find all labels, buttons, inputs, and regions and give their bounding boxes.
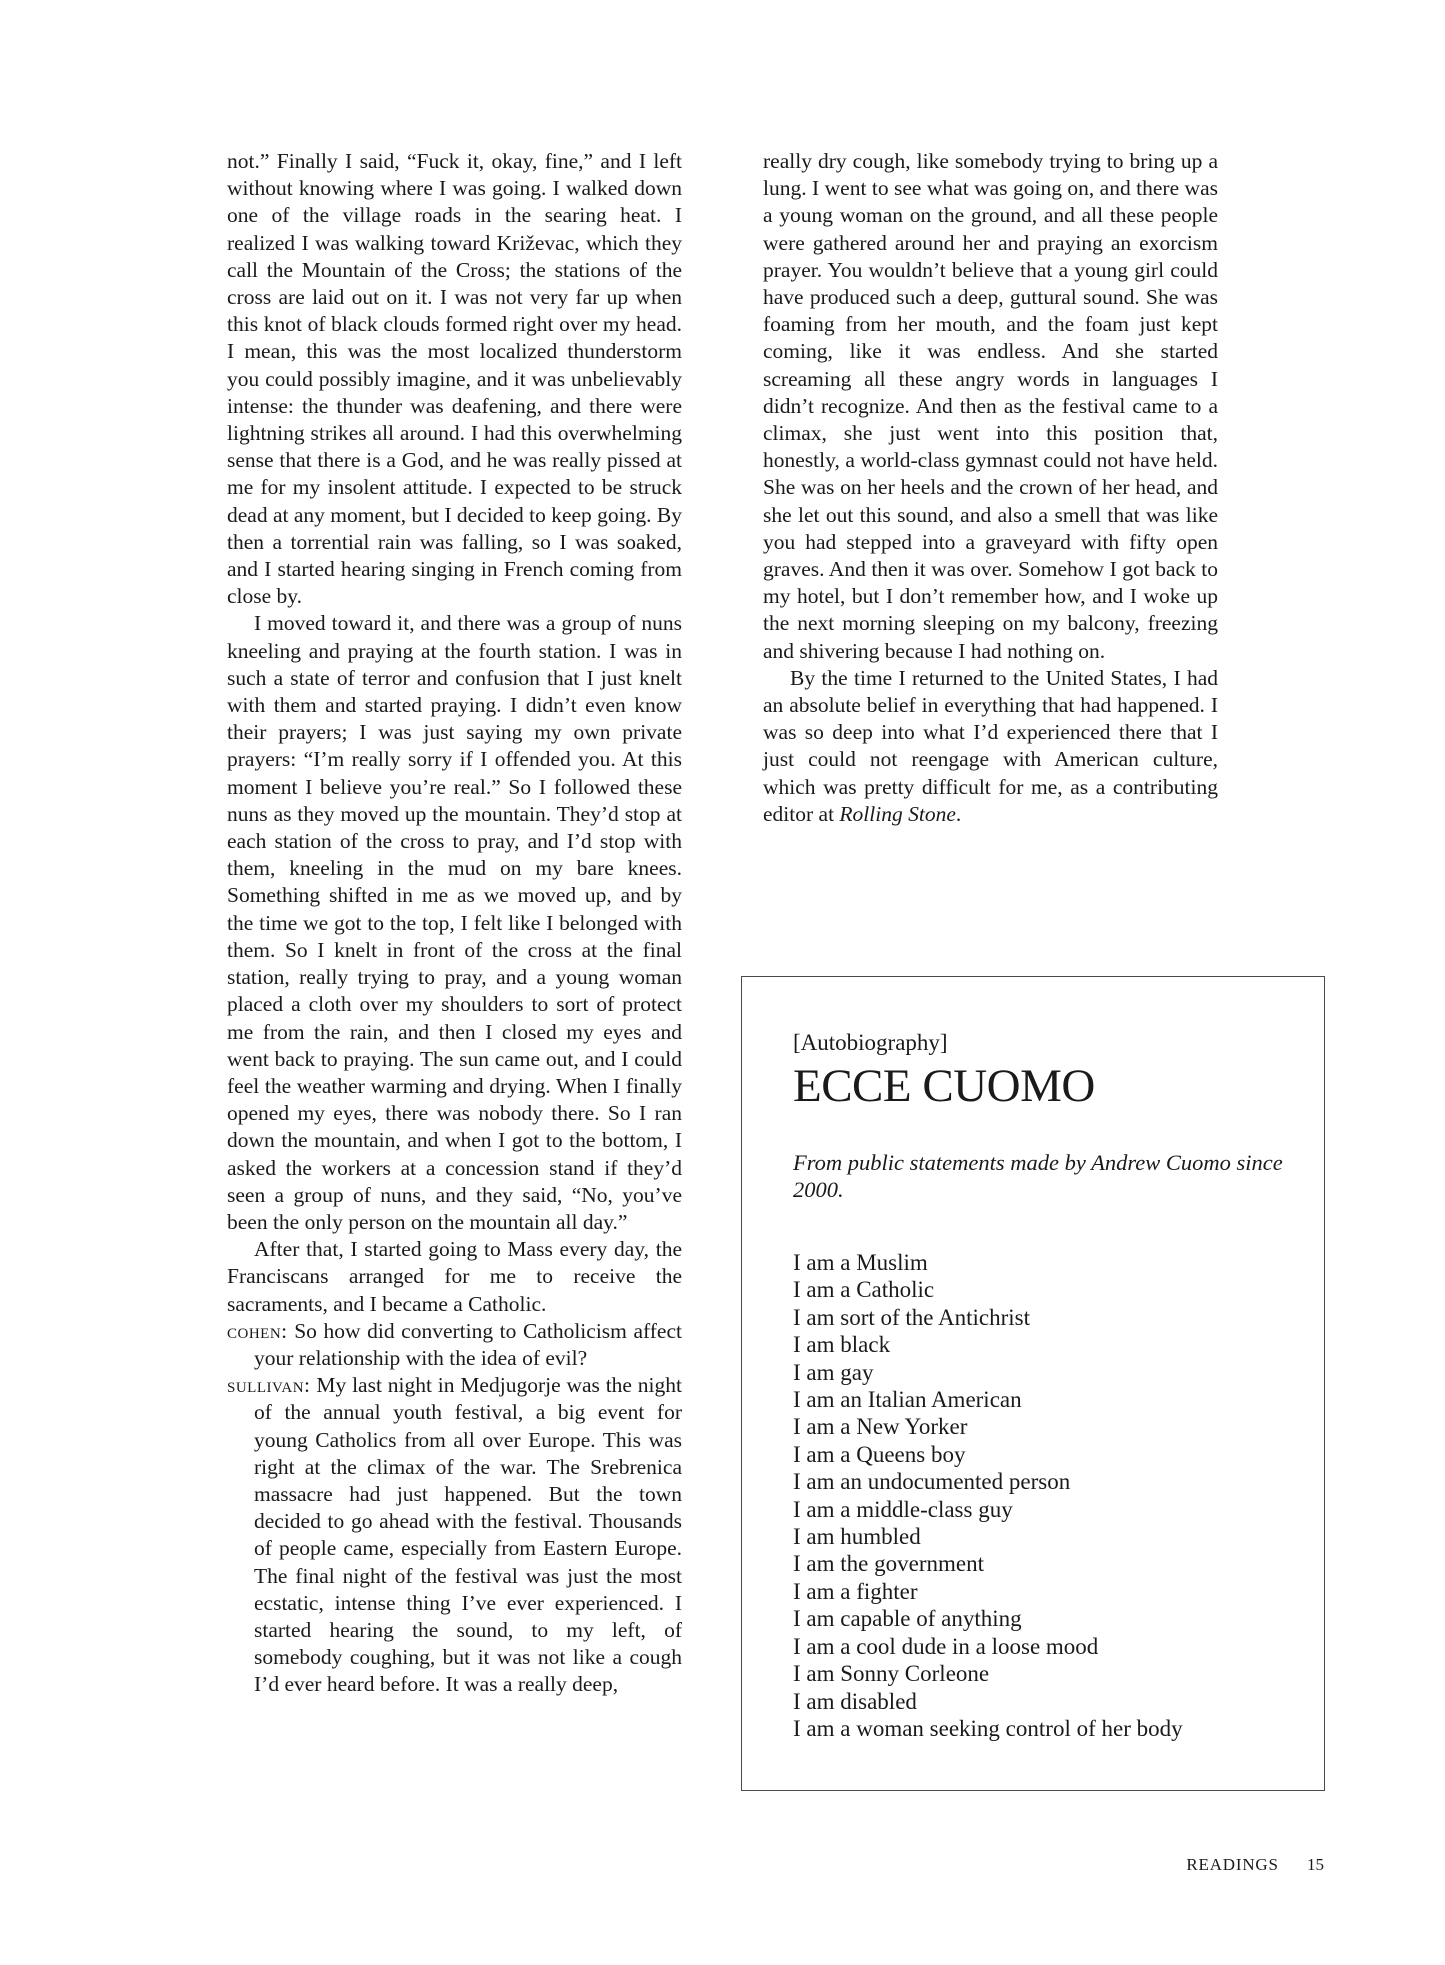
statement-item: I am a woman seeking control of her body	[793, 1715, 1183, 1741]
statement-item: I am a middle-class guy	[793, 1496, 1013, 1522]
statement-item: I am a Catholic	[793, 1277, 935, 1303]
paragraph-continued	[227, 148, 682, 610]
footer-page-number: 15	[1307, 1855, 1324, 1874]
statement-item: I am the government	[793, 1551, 984, 1577]
speaker-name: sullivan:	[227, 1373, 311, 1398]
paragraph-tail: .	[955, 801, 962, 826]
paragraph-text: really dry cough, like somebody trying to bring up a lung. I went to see what was going on, and there was a young woman on the ground, and all these people were gathered around her and praying an exorcism prayer. You wouldn’t believe that a young girl could have produced such a deep, guttural sound. She was foaming from her mouth, and the foam just kept coming, like it was endless. And she started screaming all these angry words in languages I didn’t recognize. And then as the festival came to a climax, she just went into this position that, honestly, a world-class gymnast could not have held. She was on her heels and the crown of her head, and she let out this sound, and also a smell that was like you had stepped into a graveyard with fifty open graves. And then it was over. Somehow I got back to my hotel, but I don’t remember how, and I woke up the next morning sleeping on my balcony, freezing and shivering because I had nothing on.	[763, 149, 1218, 663]
paragraph	[227, 1236, 682, 1318]
paragraph-continued	[763, 148, 1218, 665]
statement-item: I am black	[793, 1332, 891, 1358]
statement-item: I am a Queens boy	[793, 1441, 966, 1467]
paragraph-text: My last night in Medjugorje was the night of the annual youth festival, a big event for young Catholics from all over Europe. This was right at the climax of the war. The Srebrenica massacre had just happened. But the town decided to go ahead with the festival. Thousands of people came, especially from Eastern Europe. The final night of the festival was just the most ecstatic, intense thing I’ve ever experienced. I started hearing the sound, to my left, of somebody coughing, but it was not like a cough I’d ever heard before. It was a really deep,	[254, 1373, 682, 1697]
statement-item: I am a fighter	[793, 1578, 918, 1604]
statement-item: I am a cool dude in a loose mood	[793, 1633, 1099, 1659]
sidebar-box	[741, 976, 1325, 1791]
paragraph	[227, 610, 682, 1236]
article-column-left	[227, 148, 682, 1699]
statement-item: I am a Muslim	[793, 1250, 928, 1275]
statement-item: I am humbled	[793, 1524, 921, 1550]
page-footer	[1186, 1854, 1324, 1876]
dialogue-paragraph	[227, 1318, 682, 1372]
statement-item: I am an undocumented person	[793, 1469, 1071, 1495]
statement-item: I am a New Yorker	[793, 1414, 968, 1440]
publication-title: Rolling Stone	[839, 801, 956, 826]
sidebar-title: ECCE CUOMO	[793, 1060, 1095, 1112]
statement-item: I am capable of anything	[793, 1606, 1022, 1632]
speaker-name: cohen:	[227, 1318, 288, 1343]
paragraph-text: So how did converting to Catholicism affect your relationship with the idea of evil?	[254, 1318, 682, 1370]
statement-item: I am disabled	[793, 1688, 917, 1714]
sidebar-statement-list	[793, 1249, 1183, 1742]
footer-section-name: READINGS	[1186, 1855, 1279, 1874]
statement-item: I am gay	[793, 1359, 874, 1385]
paragraph-text: By the time I returned to the United States, I had an absolute belief in everything that had happened. I was so deep into what I’d experienced there that I just could not reengage with American culture, which was pretty difficult for me, as a contributing editor at	[763, 665, 1218, 826]
statement-item: I am sort of the Antichrist	[793, 1304, 1030, 1330]
paragraph-text: After that, I started going to Mass every day, the Franciscans arranged for me to receive the sacraments, and I became a Catholic.	[227, 1237, 682, 1316]
dialogue-paragraph	[227, 1372, 682, 1698]
sidebar-kicker: [Autobiography]	[793, 1030, 948, 1055]
paragraph-text: not.” Finally I said, “Fuck it, okay, fine,” and I left without knowing where I was going. I walked down one of the village roads in the searing heat. I realized I was walking toward Križevac, which they call the Mountain of the Cross; the stations of the cross are laid out on it. I was not very far up when this knot of black clouds formed right over my head. I mean, this was the most localized thunderstorm you could possibly imagine, and it was unbelievably intense: the thunder was deafening, and there were lightning strikes all around. I had this overwhelming sense that there is a God, and he was really pissed at me for my insolent attitude. I expected to be struck dead at any moment, but I decided to keep going. By then a torrential rain was falling, so I was soaked, and I started hearing singing in French coming from close by.	[227, 149, 682, 609]
sidebar-description: From public statements made by Andrew Cuomo since 2000.	[793, 1150, 1283, 1202]
article-column-right	[763, 148, 1218, 828]
paragraph-text: I moved toward it, and there was a group of nuns kneeling and praying at the fourth station. I was in such a state of terror and confusion that I just knelt with them and started praying. I didn’t even know their prayers; I was just saying my own private prayers: “I’m really sorry if I offended you. At this moment I believe you’re real.” So I followed these nuns as they moved up the mountain. They’d stop at each station of the cross to pray, and I’d stop with them, kneeling in the mud on my bare knees. Something shifted in me as we moved up, and by the time we got to the top, I felt like I belonged with them. So I knelt in front of the cross at the final station, really trying to pray, and a young woman placed a cloth over my shoulders to sort of protect me from the rain, and then I closed my eyes and went back to praying. The sun came out, and I could feel the weather warming and drying. When I finally opened my eyes, there was nobody there. So I ran down the mountain, and when I got to the bottom, I asked the workers at a concession stand if they’d seen a group of nuns, and they said, “No, you’ve been the only person on the mountain all day.”	[227, 611, 682, 1234]
statement-item: I am an Italian American	[793, 1387, 1022, 1413]
paragraph	[763, 665, 1218, 828]
statement-item: I am Sonny Corleone	[793, 1661, 990, 1687]
